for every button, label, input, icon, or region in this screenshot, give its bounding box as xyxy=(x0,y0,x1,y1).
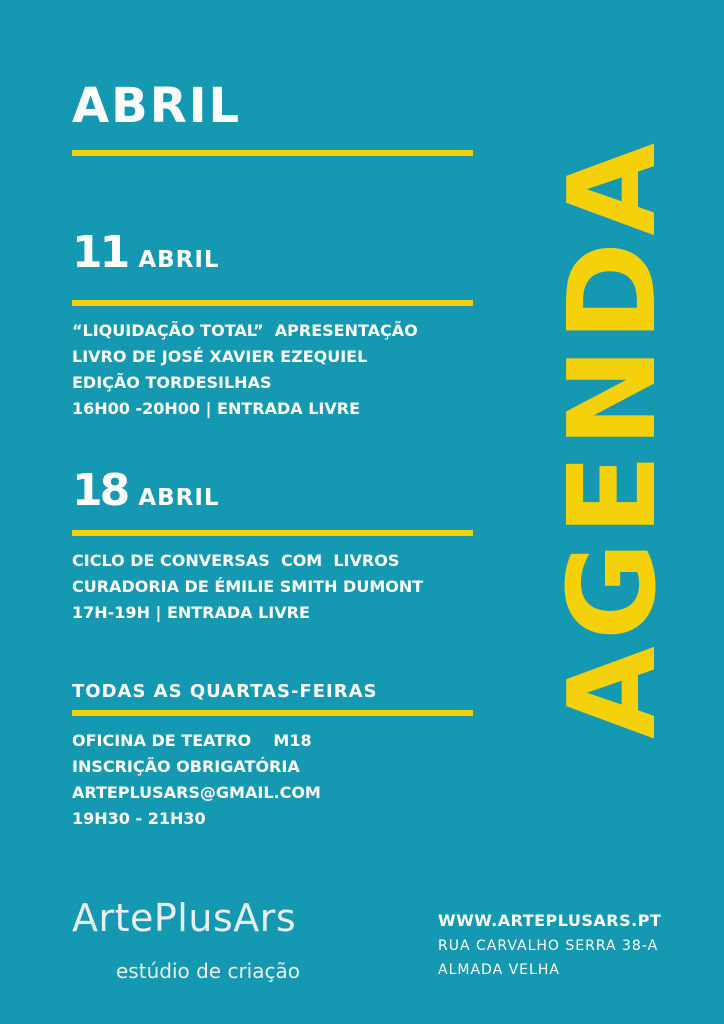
weekly-details xyxy=(72,728,321,832)
divider-rule xyxy=(72,530,473,536)
event-month: ABRIL xyxy=(138,485,220,511)
event-details xyxy=(72,318,418,422)
divider-rule xyxy=(72,710,473,716)
arteplusars-logo xyxy=(72,888,362,988)
event-month: ABRIL xyxy=(138,247,220,273)
logo-tagline: estúdio de criação xyxy=(116,959,300,983)
event-day: 18 xyxy=(72,465,128,516)
website-link[interactable]: WWW.ARTEPLUSARS.PT xyxy=(438,911,662,930)
divider-rule xyxy=(72,300,473,306)
address-line: RUA CARVALHO SERRA 38-A xyxy=(438,938,659,954)
divider-rule xyxy=(72,150,473,156)
month-title: ABRIL xyxy=(72,78,242,134)
agenda-vertical-wrap xyxy=(544,118,683,758)
weekly-contact-email[interactable]: ARTEPLUSARS@GMAIL.COM xyxy=(72,783,321,802)
weekly-detail-line: 19H30 - 21H30 xyxy=(72,809,206,828)
event-date xyxy=(72,466,220,516)
weekly-heading: TODAS AS QUARTAS-FEIRAS xyxy=(72,681,378,702)
weekly-detail-line: INSCRIÇÃO OBRIGATÓRIA xyxy=(72,757,300,776)
agenda-vertical-title: AGENDA xyxy=(544,136,683,740)
event-details xyxy=(72,548,423,626)
event-detail-line: 16H00 -20H00 | ENTRADA LIVRE xyxy=(72,399,360,418)
address-line: ALMADA VELHA xyxy=(438,962,560,978)
event-detail-line: CICLO DE CONVERSAS COM LIVROS xyxy=(72,551,400,570)
event-detail-line: CURADORIA DE ÉMILIE SMITH DUMONT xyxy=(72,577,424,596)
event-detail-line: EDIÇÃO TORDESILHAS xyxy=(72,373,272,392)
logo-wordmark: ArtePlusArs xyxy=(72,896,297,940)
weekly-detail-line: OFICINA DE TEATRO M18 xyxy=(72,731,312,750)
event-detail-line: LIVRO DE JOSÉ XAVIER EZEQUIEL xyxy=(72,347,368,366)
event-date xyxy=(72,228,220,278)
event-detail-line: 17H-19H | ENTRADA LIVRE xyxy=(72,603,310,622)
contact-block xyxy=(438,908,661,982)
event-day: 11 xyxy=(72,227,128,278)
event-detail-line: “LIQUIDAÇÃO TOTAL” APRESENTAÇÃO xyxy=(72,321,418,340)
